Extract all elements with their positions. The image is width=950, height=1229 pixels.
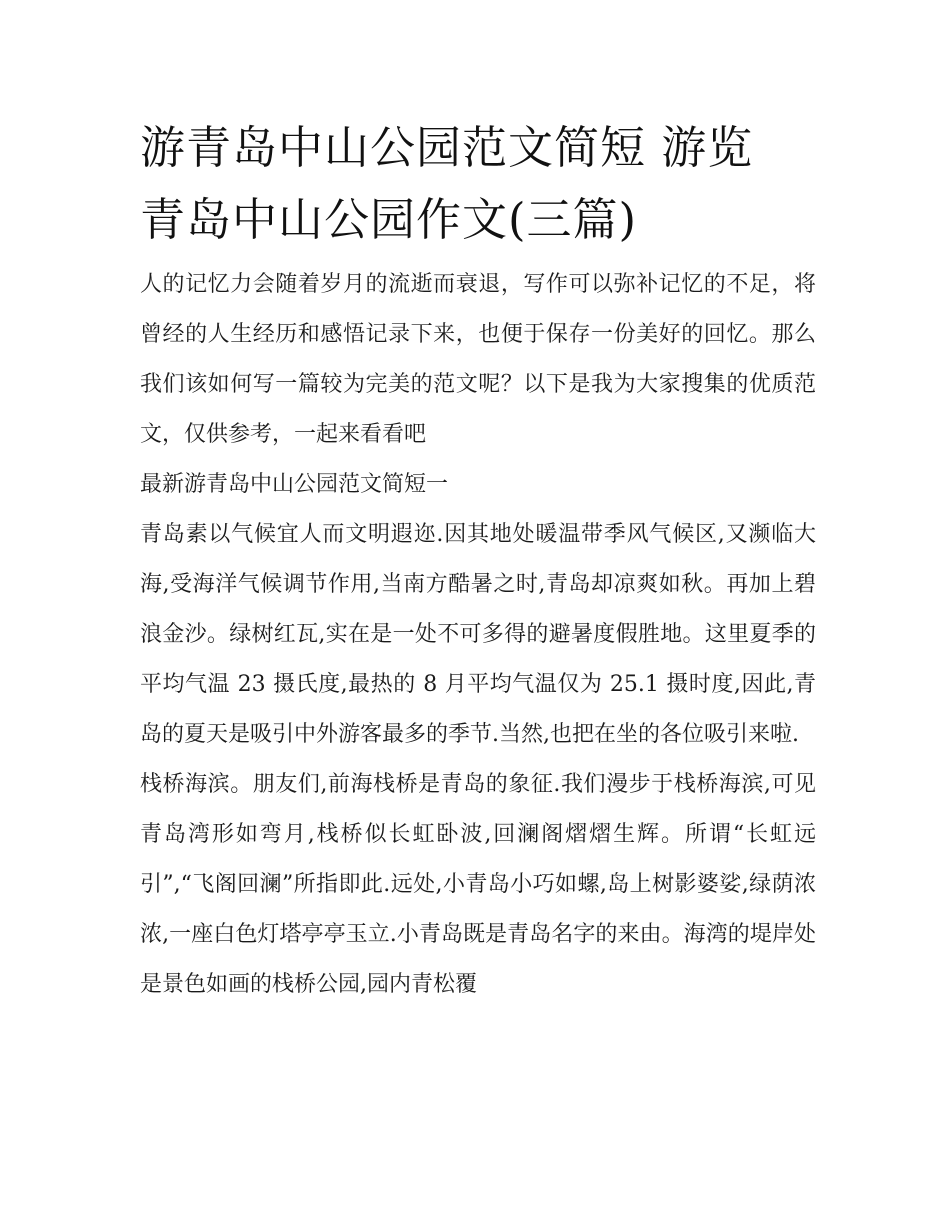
section-heading: 最新游青岛中山公园范文简短一: [140, 472, 449, 497]
intro-paragraph: 人的记忆力会随着岁月的流逝而衰退，写作可以弥补记忆的不足，将曾经的人生经历和感悟记录下来，也便于保存一份美好的回忆。那么我们该如何写一篇较为完美的范文呢？以下是我为大家搜集的优质范文，仅供参考，一起来看看吧: [140, 272, 816, 447]
document-body: [140, 260, 816, 1010]
body-paragraph-1: 青岛素以气候宜人而文明遐迩.因其地处暖温带季风气候区,又濒临大海,受海洋气候调节作用,当南方酷暑之时,青岛却凉爽如秋。再加上碧浪金沙。绿树红瓦,实在是一处不可多得的避暑度假胜地。这里夏季的平均气温 23 摄氏度,最热的 8 月平均气温仅为 25.1 摄时度,因此,青岛的夏天是吸引中外游客最多的季节.当然,也把在坐的各位吸引来啦.: [140, 522, 816, 747]
title-line-2: 青岛中山公园作文(三篇): [140, 193, 638, 246]
body-paragraph-2: 栈桥海滨。朋友们,前海栈桥是青岛的象征.我们漫步于栈桥海滨,可见青岛湾形如弯月,栈桥似长虹卧波,回澜阁熠熠生辉。所谓“长虹远引”,“飞阁回澜”所指即此.远处,小青岛小巧如螺,岛上树影婆娑,绿荫浓浓,一座白色灯塔亭亭玉立.小青岛既是青岛名字的来由。海湾的堤岸处是景色如画的栈桥公园,园内青松覆: [140, 772, 816, 997]
document-page: [140, 112, 816, 1010]
document-title: [140, 112, 816, 256]
title-line-1: 游青岛中山公园范文简短 游览: [140, 121, 754, 174]
